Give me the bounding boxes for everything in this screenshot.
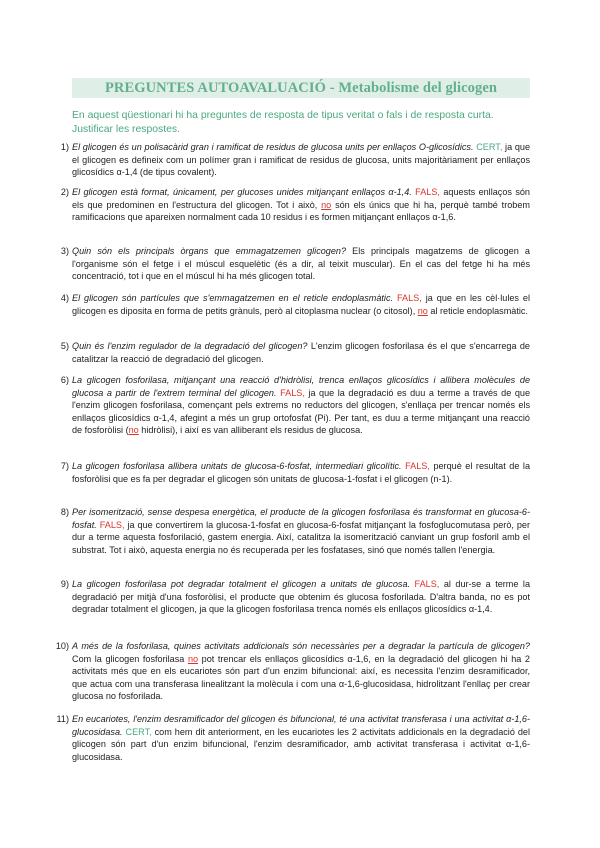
question-item xyxy=(60,374,530,437)
question-text: La glicogen fosforilasa pot degradar totalment el glicogen a unitats de glucosa. xyxy=(72,579,411,589)
question-item xyxy=(60,186,530,224)
question-item xyxy=(60,506,530,556)
answer-text: ja que en les cèl·lules el glicogen es diposita en forma de petits grànuls, però al citoplasma nuclear (o citosol), xyxy=(72,293,530,316)
verdict-label: FALS, xyxy=(280,387,305,398)
question-item xyxy=(60,141,531,179)
question-number: 6) xyxy=(60,375,69,385)
verdict-label: CERT, xyxy=(125,726,152,737)
question-text: Per isomerització, sense despesa energètica, el producte de la glicogen fosforilasa és transformat en glucosa-6-fosfat. xyxy=(72,507,530,530)
answer-text: com hem dit anteriorment, en les eucariotes les 2 activitats addicionals en la degradació del glicogen són part d'un enzim bifuncional, l'enzim desramificador, amb activitat transferasa i activitat α-1,6-glucosidasa. xyxy=(72,726,530,762)
question-number: 1) xyxy=(60,142,69,152)
answer-text: Els principals magatzems de glicogen a l'organisme són el fetge i el múscul esquelètic (és a dir, al teixit muscular). En el cas del fetge hi ha més concentració, tot i que en el múscul hi ha més glicogen total. xyxy=(72,246,530,282)
answer-text-continued: hidròlisi), i així es van alliberant els residus de glucosa. xyxy=(138,425,363,436)
answer-text-continued: pot trencar els enllaços glicosídics α-1,6, en la degradació del glicogen hi ha 2 activitats més que en els eucariotes són part d'un enzim bifuncional: així, es necessita l'enzim desramificador, que actua com una transferasa linealitzant la molècula i com una α-1,6-glucosidasa, hidrolitzant l'enllaç per crear glucosa no fosforilada. xyxy=(72,653,530,702)
answer-text: ja que la degradació es duu a terme a través de que l'enzim glicogen fosforilasa, començant pels extrems no reductors del glicogen, s'enllaça per trencar només els enllaços glicosídics α-1,4, afegint a més un grup ortofosfat (Pi). Per tant, es duu a terme mitjançant una reacció de fosforòlisi ( xyxy=(72,387,530,436)
negation-word: no xyxy=(417,305,428,316)
question-number: 5) xyxy=(60,341,69,351)
question-text: A més de la fosforilasa, quines activitats addicionals són necessàries per a degradar la partícula de glicogen? xyxy=(72,641,530,651)
answer-text: perquè el resultat de la fosforòlisi que es fa per degradar el glicogen són unitats de glucosa-1-fosfat i el glicogen (n-1). xyxy=(72,461,531,484)
question-number: 11) xyxy=(56,714,69,724)
question-number: 9) xyxy=(60,579,69,589)
answer-text: ja que convertirem la glucosa-1-fosfat en glucosa-6-fosfat mitjançant la fosfoglucomutasa però, per dur a terme aquesta fosforilació, gastem energia. Així, catalitza la isomerització canviant un grup fosforil amb el substrat. Tot i això, aquesta energia no és recuperada per les fosfatases, sinó que només tallen l'energia. xyxy=(72,519,530,555)
answer-text: L'enzim glicogen fosforilasa és el que s'encarrega de catalitzar la reacció de degradació del glicogen. xyxy=(72,341,530,364)
answer-text: al dur-se a terme la degradació per mitjà d'una fosforòlisi, el producte que obtenim és glucosa fosforilada. D'altra banda, no es pot degradar totalment el glicogen, ja que la glicogen fosforilasa trenca només els enllaços glicosídics α-1,4. xyxy=(72,579,531,615)
question-number: 4) xyxy=(60,293,69,303)
answer-text-continued: al reticle endoplasmàtic. xyxy=(427,305,528,316)
question-text: El glicogen és un polisacàrid gran i ramificat de residus de glucosa units per enllaços O-glicosídics. xyxy=(72,142,474,152)
question-item xyxy=(55,640,530,703)
verdict-label: FALS, xyxy=(415,187,440,197)
question-item xyxy=(56,713,530,763)
intro-paragraph: En aquest qüestionari hi ha preguntes de resposta de tipus veritat o fals i de resposta curta. Justificar les respostes. xyxy=(72,110,494,135)
question-text: El glicogen són partícules que s'emmagatzemen en el reticle endoplasmàtic. xyxy=(72,293,394,303)
question-text: Quin són els principals òrgans que emmagatzemen glicogen? xyxy=(72,246,347,256)
question-text: En eucariotes, l'enzim desramificador del glicogen és bifuncional, té una activitat transferasa i una activitat α-1,6-glucosidasa. xyxy=(72,714,530,737)
question-item xyxy=(60,292,530,317)
question-text: La glicogen fosforilasa allibera unitats de glucosa-6-fosfat, intermediari glicolític. xyxy=(72,461,402,471)
question-item xyxy=(60,460,531,485)
question-item xyxy=(60,245,530,283)
question-number: 7) xyxy=(60,461,69,471)
negation-word: no xyxy=(128,425,139,436)
negation-word: no xyxy=(321,199,332,210)
question-text: Quin és l'enzim regulador de la degradació del glicogen? xyxy=(72,341,308,351)
question-text: La glicogen fosforilasa, mitjançant una reacció d'hidròlisi, trenca enllaços glicosídics i allibera molècules de glucosa a partir de l'extrem terminal del glicogen. xyxy=(72,375,530,398)
answer-text: Com la glicogen fosforilasa xyxy=(72,653,188,664)
question-number: 8) xyxy=(60,507,69,517)
title-banner xyxy=(72,78,530,98)
answer-text: ja que el glicogen es defineix com un polímer gran i ramificat de residus de glucosa, units majoritàriament per enllaços glicosídics α-1,4 (de tipus covalent). xyxy=(72,142,531,178)
answer-text: aquests enllaços són els que predominen en l'estructura del glicogen. Tot i això, xyxy=(72,187,530,210)
question-item xyxy=(60,340,530,365)
question-text: El glicogen està format, únicament, per glucoses unides mitjançant enllaços α-1,4. xyxy=(72,187,412,197)
question-item xyxy=(60,578,531,616)
verdict-label: FALS, xyxy=(99,519,125,530)
question-number: 10) xyxy=(55,641,69,651)
verdict-label: CERT, xyxy=(476,142,503,152)
verdict-label: FALS, xyxy=(405,461,430,471)
question-number: 2) xyxy=(60,187,69,197)
verdict-label: FALS, xyxy=(396,293,422,303)
verdict-label: FALS, xyxy=(414,579,440,589)
question-number: 3) xyxy=(60,246,69,256)
answer-text-continued: són els únics que hi ha, perquè també trobem ramificacions que apareixen normalment cada 10 residus i es formen mitjançant enllaços α-1,6. xyxy=(72,199,530,223)
negation-word: no xyxy=(187,653,199,664)
document-title: PREGUNTES AUTOAVALUACIÓ - Metabolisme del glicogen xyxy=(104,80,498,96)
